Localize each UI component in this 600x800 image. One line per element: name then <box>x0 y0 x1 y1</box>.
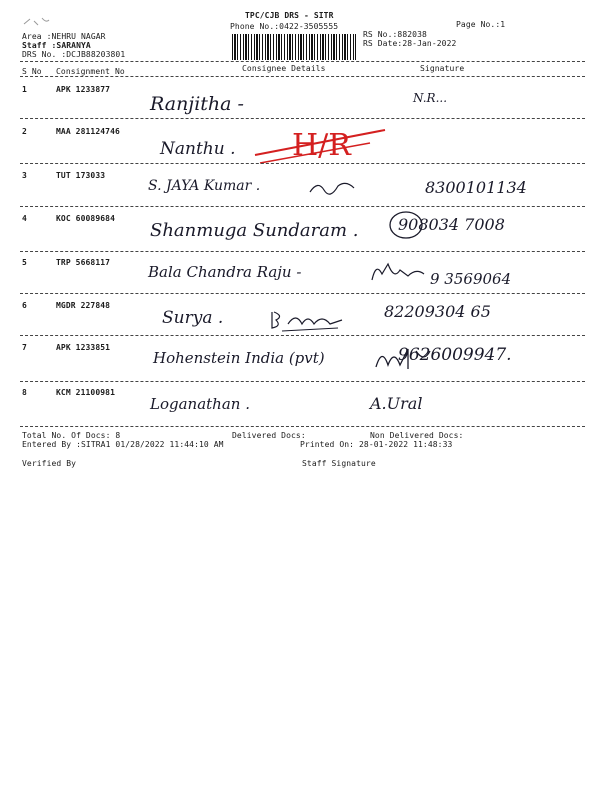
divider <box>20 206 585 207</box>
row-sno: 5 <box>22 258 27 267</box>
row-consignee-handwriting: Hohenstein India (pvt) <box>153 349 325 367</box>
row-consignee-handwriting: Loganathan . <box>150 395 250 413</box>
non-delivered-docs: Non Delivered Docs: <box>370 431 464 440</box>
row-signature-handwriting: 82209304 65 <box>384 302 491 321</box>
divider <box>20 76 585 77</box>
row-signature-handwriting: 9626009947. <box>398 345 512 365</box>
report-title: TPC/CJB DRS - SITR <box>245 11 334 20</box>
row-consignment: MAA 281124746 <box>56 127 120 136</box>
row-consignee-handwriting: Surya . <box>162 308 224 328</box>
col-header-signature: Signature <box>420 64 465 73</box>
signature-circle-icon <box>386 208 426 242</box>
page-number: Page No.:1 <box>456 20 506 29</box>
row-consignee-handwriting: Shanmuga Sundaram . <box>150 220 359 241</box>
row-sno: 7 <box>22 343 27 352</box>
divider <box>20 381 585 382</box>
row-consignee-handwriting: Ranjitha - <box>150 93 244 115</box>
row-signature-handwriting: 9 3569064 <box>430 270 512 288</box>
row-sno: 2 <box>22 127 27 136</box>
divider <box>20 118 585 119</box>
row-signature-handwriting: A.Ural <box>370 394 423 413</box>
divider <box>20 293 585 294</box>
row-signature-handwriting: 908034 7008 <box>398 215 505 234</box>
signature-scribble-icon <box>308 176 358 198</box>
delivered-docs: Delivered Docs: <box>232 431 306 440</box>
row-consignee-handwriting: Nanthu . <box>160 139 236 159</box>
row-signature-handwriting: N.R... <box>413 91 448 105</box>
divider <box>20 251 585 252</box>
staff-signature: Staff Signature <box>302 459 376 468</box>
phone-number: Phone No.:0422-3505555 <box>230 22 339 31</box>
col-header-sno: S No <box>22 67 42 76</box>
signature-scribble-icon <box>368 258 428 288</box>
divider <box>20 426 585 427</box>
row-signature-stamp: H/R <box>292 128 351 163</box>
row-consignment: TRP 5668117 <box>56 258 111 267</box>
staff-label: Staff :SARANYA <box>22 41 91 50</box>
drs-number: DRS No. :DCJB88203801 <box>22 50 126 59</box>
area-label: Area :NEHRU NAGAR <box>22 32 106 41</box>
col-header-consignee: Consignee Details <box>242 64 326 73</box>
col-header-consignment: Consignment No <box>56 67 125 76</box>
row-consignee-handwriting: S. JAYA Kumar . <box>148 178 261 194</box>
row-signature-handwriting: 8300101134 <box>425 178 527 197</box>
row-sno: 1 <box>22 85 27 94</box>
signature-scribble-icon <box>372 343 442 373</box>
entered-by: Entered By :SITRA1 01/28/2022 11:44:10 AM <box>22 440 224 449</box>
corner-scribble-icon <box>22 15 52 29</box>
row-consignment: APK 1233877 <box>56 85 111 94</box>
divider <box>20 163 585 164</box>
row-sno: 8 <box>22 388 27 397</box>
row-consignment: TUT 173033 <box>56 171 106 180</box>
row-consignment: KOC 60089684 <box>56 214 115 223</box>
row-consignee-handwriting: Bala Chandra Raju - <box>148 263 302 281</box>
printed-on: Printed On: 28-01-2022 11:48:33 <box>300 440 453 449</box>
rs-number: RS No.:882038 <box>363 30 427 39</box>
verified-by: Verified By <box>22 459 77 468</box>
divider <box>20 335 585 336</box>
barcode <box>232 34 356 60</box>
signature-scribble-icon <box>268 306 348 334</box>
total-docs: Total No. Of Docs: 8 <box>22 431 121 440</box>
divider <box>20 61 585 62</box>
row-consignment: APK 1233851 <box>56 343 111 352</box>
row-sno: 4 <box>22 214 27 223</box>
row-consignment: MGDR 227848 <box>56 301 111 310</box>
row-sno: 6 <box>22 301 27 310</box>
corner-mark <box>22 14 52 28</box>
row-consignment: KCM 21100981 <box>56 388 115 397</box>
row-sno: 3 <box>22 171 27 180</box>
rs-date: RS Date:28-Jan-2022 <box>363 39 457 48</box>
